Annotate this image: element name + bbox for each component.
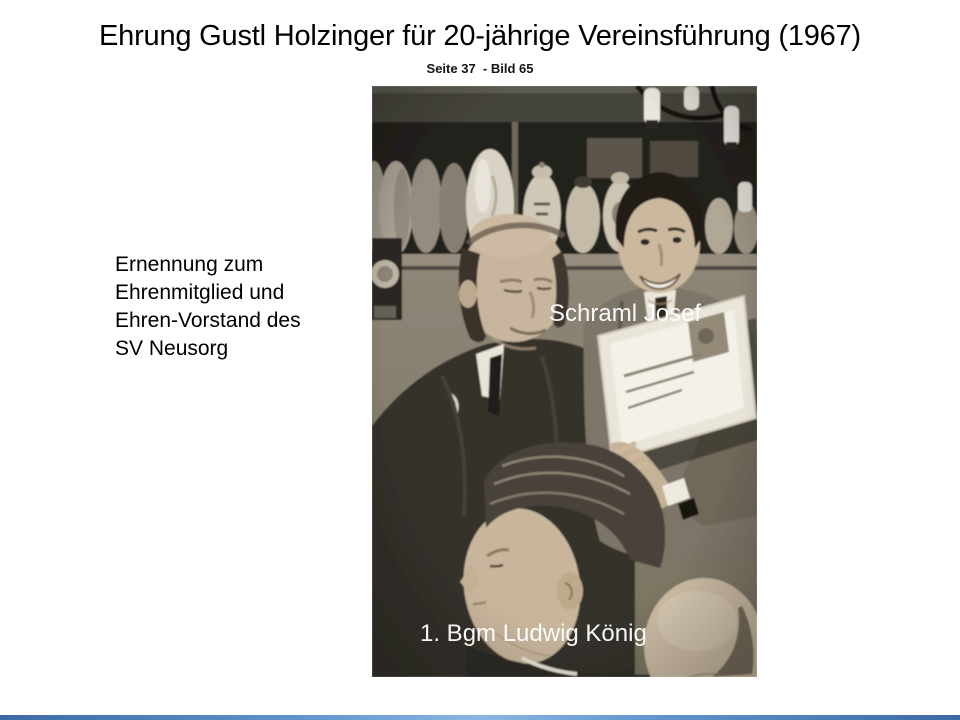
photo-label-schraml-josef: Schraml Josef bbox=[549, 300, 702, 327]
photo-illustration bbox=[372, 86, 757, 677]
caption-line: Ehrenmitglied und bbox=[115, 281, 285, 304]
caption-line: SV Neusorg bbox=[115, 337, 229, 360]
caption-line: Ernennung zum bbox=[115, 253, 264, 276]
bottom-accent-bar bbox=[0, 715, 960, 720]
slide-title: Ehrung Gustl Holzinger für 20-jährige Vereinsführung (1967) bbox=[99, 20, 861, 52]
caption-line: Ehren-Vorstand des bbox=[115, 309, 301, 332]
historic-photo bbox=[372, 86, 757, 677]
photo-label-ludwig-koenig: 1. Bgm Ludwig König bbox=[420, 620, 647, 647]
caption-block bbox=[115, 251, 345, 363]
slide-subtitle: Seite 37 - Bild 65 bbox=[426, 61, 534, 76]
